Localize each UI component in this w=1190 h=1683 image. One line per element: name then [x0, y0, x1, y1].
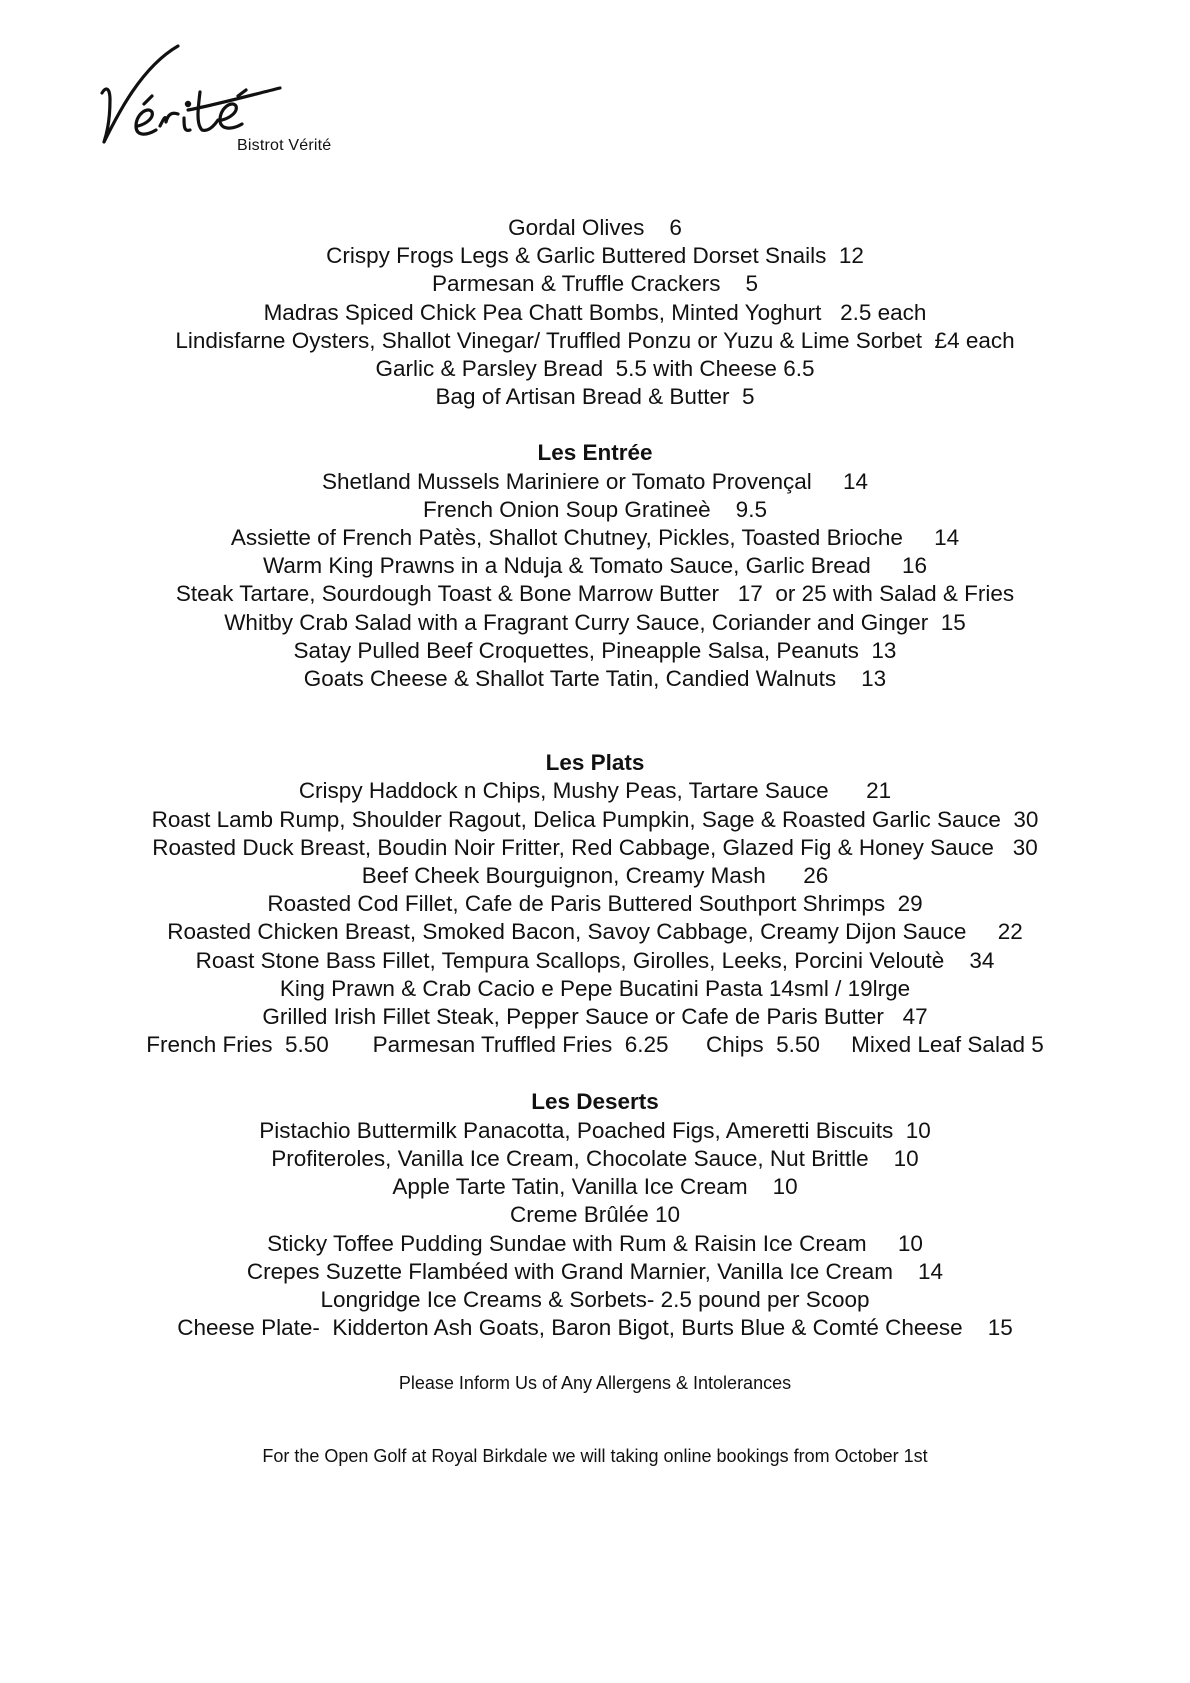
verite-script-logo	[100, 38, 360, 148]
menu-item: Roast Lamb Rump, Shoulder Ragout, Delica Pumpkin, Sage & Roasted Garlic Sauce 30	[151, 806, 1039, 832]
menu-item: Crepes Suzette Flambéed with Grand Marnier, Vanilla Ice Cream 14	[246, 1258, 944, 1284]
menu-item: Satay Pulled Beef Croquettes, Pineapple Salsa, Peanuts 13	[293, 637, 897, 663]
entree-section	[0, 439, 1190, 693]
menu-item: Profiteroles, Vanilla Ice Cream, Chocolate Sauce, Nut Brittle 10	[271, 1145, 919, 1171]
section-heading-entree: Les Entrée	[537, 440, 653, 466]
menu-item: Warm King Prawns in a Nduja & Tomato Sauce, Garlic Bread 16	[262, 553, 928, 579]
menu-item: Garlic & Parsley Bread 5.5 with Cheese 6.5	[375, 356, 815, 382]
menu-item: Roast Stone Bass Fillet, Tempura Scallops, Girolles, Leeks, Porcini Veloutè 34	[195, 947, 995, 973]
brand-logo	[100, 38, 360, 168]
menu-item: Roasted Chicken Breast, Smoked Bacon, Savoy Cabbage, Creamy Dijon Sauce 22	[167, 919, 1023, 945]
nibbles-section	[0, 214, 1190, 411]
menu-item: Bag of Artisan Bread & Butter 5	[435, 384, 755, 410]
section-heading-plats: Les Plats	[545, 750, 645, 776]
menu-item: Goats Cheese & Shallot Tarte Tatin, Candied Walnuts 13	[303, 666, 887, 692]
plats-section	[0, 749, 1190, 1059]
menu-body	[0, 214, 1190, 1342]
menu-item: Parmesan & Truffle Crackers 5	[432, 271, 758, 297]
open-golf-notice: For the Open Golf at Royal Birkdale we will taking online bookings from October 1st	[262, 1446, 928, 1466]
menu-item: Crispy Haddock n Chips, Mushy Peas, Tartare Sauce 21	[298, 778, 892, 804]
menu-item: Shetland Mussels Mariniere or Tomato Provençal 14	[321, 468, 869, 494]
menu-item: Grilled Irish Fillet Steak, Pepper Sauce or Cafe de Paris Butter 47	[262, 1004, 928, 1030]
menu-item: Pistachio Buttermilk Panacotta, Poached Figs, Ameretti Biscuits 10	[259, 1117, 931, 1143]
menu-item: Whitby Crab Salad with a Fragrant Curry Sauce, Coriander and Ginger 15	[224, 609, 966, 635]
menu-item: Sticky Toffee Pudding Sundae with Rum & Raisin Ice Cream 10	[267, 1230, 923, 1256]
menu-item: Steak Tartare, Sourdough Toast & Bone Marrow Butter 17 or 25 with Salad & Fries	[175, 581, 1015, 607]
menu-item: French Onion Soup Gratineè 9.5	[423, 496, 767, 522]
menu-item: Roasted Duck Breast, Boudin Noir Fritter, Red Cabbage, Glazed Fig & Honey Sauce 30	[152, 834, 1038, 860]
menu-item: Longridge Ice Creams & Sorbets- 2.5 pound per Scoop	[320, 1286, 870, 1312]
menu-item: Roasted Cod Fillet, Cafe de Paris Buttered Southport Shrimps 29	[267, 891, 923, 917]
menu-item: Beef Cheek Bourguignon, Creamy Mash 26	[361, 863, 829, 889]
menu-item: Creme Brûlée 10	[509, 1202, 681, 1228]
allergen-notice: Please Inform Us of Any Allergens & Intolerances	[398, 1373, 792, 1393]
section-heading-deserts: Les Deserts	[531, 1089, 659, 1115]
menu-item: Apple Tarte Tatin, Vanilla Ice Cream 10	[392, 1174, 798, 1200]
logo-subtitle: Bistrot Vérité	[237, 137, 332, 154]
deserts-section	[0, 1088, 1190, 1342]
menu-item: King Prawn & Crab Cacio e Pepe Bucatini Pasta 14sml / 19lrge	[279, 975, 911, 1001]
menu-item: Lindisfarne Oysters, Shallot Vinegar/ Truffled Ponzu or Yuzu & Lime Sorbet £4 each	[175, 327, 1015, 353]
menu-item: Assiette of French Patès, Shallot Chutney, Pickles, Toasted Brioche 14	[230, 525, 960, 551]
menu-item: Crispy Frogs Legs & Garlic Buttered Dorset Snails 12	[326, 243, 864, 269]
menu-item: Madras Spiced Chick Pea Chatt Bombs, Minted Yoghurt 2.5 each	[263, 299, 927, 325]
menu-item: Cheese Plate- Kidderton Ash Goats, Baron Bigot, Burts Blue & Comté Cheese 15	[177, 1315, 1013, 1341]
menu-item: Gordal Olives 6	[508, 215, 682, 240]
sides-line: French Fries 5.50 Parmesan Truffled Fries 6.25 Chips 5.50 Mixed Leaf Salad 5	[146, 1032, 1044, 1058]
